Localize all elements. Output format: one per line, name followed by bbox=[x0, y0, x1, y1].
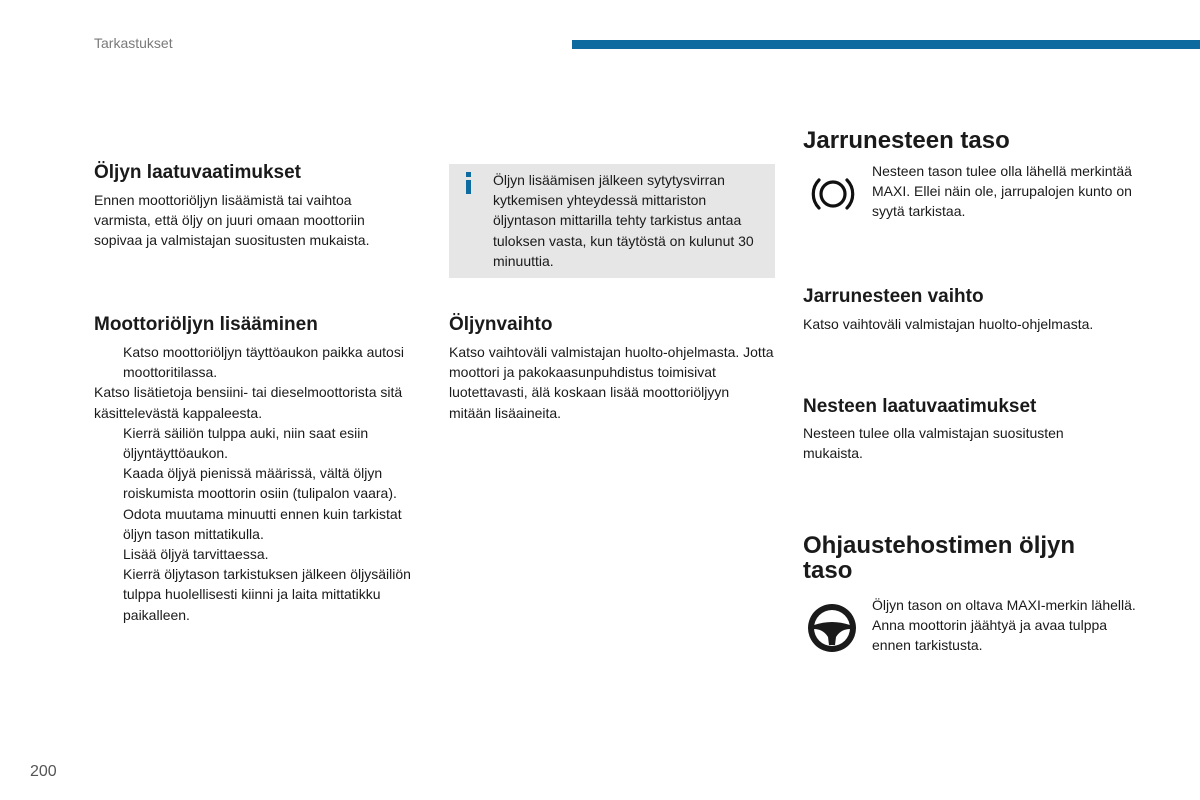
list-item-text: Kaada öljyä pienissä määrissä, vältä öljyn roiskumista moottorin osiin (tulipalon vaara). bbox=[123, 465, 397, 502]
oil-adding-instructions bbox=[94, 342, 416, 625]
oil-adding-list-a bbox=[94, 342, 416, 382]
list-item bbox=[94, 342, 416, 382]
header-accent-bar bbox=[572, 40, 1200, 49]
steering-oil-text: Öljyn tason on oltava MAXI-merkin lähellä. Anna moottorin jäähtyä ja avaa tulppa ennen tarkistusta. bbox=[872, 597, 1136, 654]
list-item bbox=[94, 544, 416, 564]
list-item-text: Kierrä säiliön tulppa auki, niin saat esiin öljyntäyttöaukon. bbox=[123, 424, 369, 462]
info-text: Öljyn lisäämisen jälkeen sytytysvirran kytkemisen yhteydessä mittariston öljyntason mittarilla tehty tarkistus antaa tuloksen vasta, kun täytöstä on kulunut 30 minuuttia. bbox=[493, 172, 754, 269]
brake-fluid-heading: Jarrunesteen taso bbox=[803, 127, 1010, 154]
list-item bbox=[94, 463, 416, 503]
list-item bbox=[94, 564, 416, 625]
brake-change-text: Katso vaihtoväli valmistajan huolto-ohjelmasta. bbox=[803, 316, 1094, 332]
section-label: Tarkastukset bbox=[94, 35, 173, 51]
list-item-text: Katso moottoriöljyn täyttöaukon paikka autosi moottoritilassa. bbox=[123, 344, 404, 381]
oil-quality-text: Ennen moottoriöljyn lisäämistä tai vaihtoa varmista, että öljy on juuri omaan moottoriin sopivaa ja valmistajan suositusten mukaista. bbox=[94, 192, 370, 249]
list-item bbox=[94, 423, 416, 463]
page-number: 200 bbox=[30, 763, 57, 780]
fluid-quality-text: Nesteen tulee olla valmistajan suositusten mukaista. bbox=[803, 425, 1064, 462]
oil-change-heading: Öljynvaihto bbox=[449, 314, 553, 335]
oil-adding-note: Katso lisätietoja bensiini- tai dieselmoottorista sitä käsittelevästä kappaleesta. bbox=[94, 384, 403, 421]
fluid-quality-heading: Nesteen laatuvaatimukset bbox=[803, 396, 1037, 417]
steering-icon-wrap bbox=[804, 600, 860, 656]
oil-quality-heading: Öljyn laatuvaatimukset bbox=[94, 162, 301, 183]
info-icon bbox=[464, 172, 474, 196]
steering-wheel-icon bbox=[805, 601, 859, 655]
brake-fluid-text: Nesteen tason tulee olla lähellä merkintää MAXI. Ellei näin ole, jarrupalojen kunto on syytä tarkistaa. bbox=[872, 163, 1132, 220]
oil-adding-list-b bbox=[94, 423, 416, 625]
list-item bbox=[94, 504, 416, 544]
oil-adding-heading: Moottoriöljyn lisääminen bbox=[94, 314, 318, 335]
list-item-text: Odota muutama minuutti ennen kuin tarkistat öljyn tason mittatikulla. bbox=[123, 505, 402, 542]
brake-change-heading: Jarrunesteen vaihto bbox=[803, 286, 984, 307]
oil-change-text: Katso vaihtoväli valmistajan huolto-ohjelmasta. Jotta moottori ja pakokaasunpuhdistus toimisivat luotettavasti, älä koskaan lisää moottoriöljyyn mitään lisäaineita. bbox=[449, 344, 774, 421]
steering-oil-heading: Ohjaustehostimen öljyn taso bbox=[803, 532, 1076, 584]
brake-icon-wrap bbox=[805, 166, 861, 222]
list-item-text: Kierrä öljytason tarkistuksen jälkeen öljysäiliön tulppa huolellisesti kiinni ja laita mittatikku paikalleen. bbox=[123, 566, 411, 623]
list-item-text: Lisää öljyä tarvittaessa. bbox=[123, 546, 269, 563]
brake-warning-icon bbox=[809, 172, 857, 216]
